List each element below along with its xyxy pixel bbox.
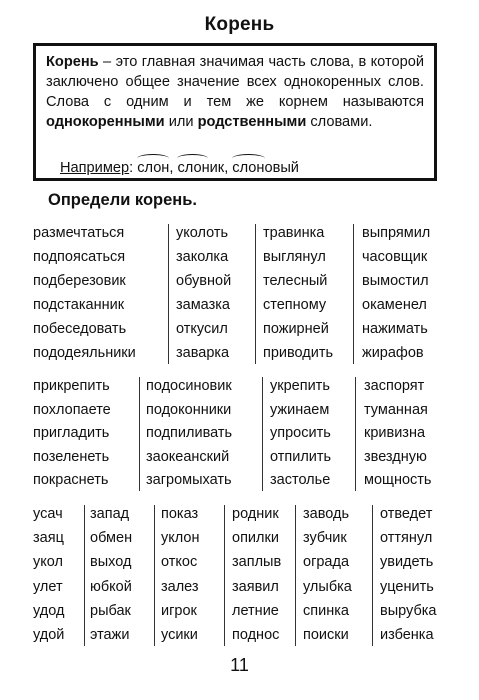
word-cell: улыбка [303, 578, 352, 595]
word-cell: размечтаться [33, 225, 125, 241]
word-cell: заводь [303, 506, 350, 522]
word-cell: рыбак [90, 602, 131, 619]
column-divider [84, 505, 85, 646]
word-cell: откос [161, 554, 198, 571]
word-cell: ограда [303, 554, 350, 571]
rule-text-part1: – это главная значимая часть слова, в которой заключено общее значение всех однокоренных слов. Слова с одним и тем же корнем называются [46, 54, 424, 110]
column-divider [262, 377, 263, 491]
word-cell: пододеяльники [33, 345, 136, 361]
word-cell: кривизна [364, 425, 426, 441]
word-cell: откусил [176, 321, 228, 337]
rule-text-part3: словами. [306, 114, 373, 130]
word-cell: показ [161, 506, 199, 522]
word-cell: отведет [380, 506, 433, 522]
example-sep: , [169, 160, 178, 176]
word-cell: заварка [176, 345, 230, 361]
word-cell: подпоясаться [33, 249, 126, 265]
word-cell: избенка [380, 627, 434, 643]
rule-box [33, 43, 437, 181]
column-divider [353, 224, 354, 364]
word-cell: уценить [380, 578, 434, 595]
column-divider [139, 377, 140, 491]
word-cell: заявил [232, 578, 279, 595]
word-cell: упросить [270, 425, 331, 441]
word-cell: замазка [176, 297, 230, 313]
word-cell: уколоть [176, 225, 229, 241]
word-cell: оттянул [380, 530, 433, 547]
word-cell: усики [161, 627, 198, 643]
word-cell: заяц [33, 530, 64, 547]
word-cell: часовщик [362, 249, 428, 265]
word-cell: туманная [364, 401, 428, 418]
word-cell: залез [161, 578, 199, 595]
word-cell: поиски [303, 627, 349, 643]
column-divider [154, 505, 155, 646]
page-number: 11 [230, 655, 249, 675]
word-cell: покраснеть [33, 472, 109, 488]
word-cell: выпрямил [362, 225, 431, 241]
word-cell: степному [263, 297, 327, 313]
word-cell: запад [90, 506, 130, 522]
column-divider [168, 224, 169, 364]
word-cell: жирафов [362, 345, 424, 361]
column-divider [295, 505, 296, 646]
example-word: слоновый [232, 160, 299, 176]
root-arc-mark [177, 154, 208, 163]
word-cell: загромыхать [146, 472, 232, 488]
word-cell: вырубка [380, 602, 437, 619]
word-cell: подоконники [146, 401, 232, 418]
word-cell: подпиливать [146, 425, 233, 441]
root-arc-mark [232, 154, 265, 163]
column-divider [255, 224, 256, 364]
word-cell: поднос [232, 627, 280, 643]
task-heading: Определи корень. [48, 191, 197, 209]
word-cell: юбкой [90, 578, 132, 595]
column-divider [224, 505, 225, 646]
word-cell: усач [33, 506, 63, 522]
word-cell: удод [33, 602, 65, 619]
word-cell: опилки [232, 530, 279, 547]
word-cell: нажимать [362, 321, 428, 337]
word-cell: укол [33, 554, 63, 571]
word-cell: вымостил [362, 273, 429, 289]
word-cell: подберезовик [33, 273, 126, 289]
word-cell: подосиновик [146, 378, 232, 394]
rule-bold-rodstvennye: родственными [197, 114, 307, 130]
word-cell: заплыв [232, 554, 282, 571]
word-cell: родник [232, 506, 279, 522]
rule-bold-odnokorennye: однокоренными [46, 114, 165, 130]
word-cell: летние [232, 602, 279, 619]
column-divider [372, 505, 373, 646]
word-cell: пригладить [33, 425, 110, 441]
root-arc-mark [137, 154, 169, 163]
example-sep: , [224, 160, 233, 176]
word-cell: отпилить [270, 448, 332, 465]
word-cell: уклон [161, 530, 200, 547]
word-cell: улет [33, 578, 63, 595]
example-word: слон [137, 160, 169, 176]
rule-text [46, 52, 424, 132]
word-cell: приводить [263, 345, 334, 361]
rule-term: Корень [46, 54, 99, 70]
word-cell: пожирней [263, 321, 329, 337]
word-cell: этажи [90, 627, 130, 643]
example-line [60, 158, 299, 178]
word-cell: телесный [263, 273, 328, 289]
word-cell: ужинаем [270, 401, 330, 418]
word-cell: заспорят [364, 378, 425, 394]
word-cell: укрепить [270, 378, 330, 394]
word-cell: выглянул [263, 249, 326, 265]
word-cell: игрок [161, 602, 197, 619]
example-word: слоник [177, 160, 224, 176]
word-cell: окаменел [362, 297, 427, 313]
word-cell: зубчик [303, 530, 347, 547]
word-cell: подстаканник [33, 297, 125, 313]
word-cell: звездную [364, 448, 427, 465]
word-cell: похлопаете [33, 401, 111, 418]
word-cell: спинка [303, 602, 349, 619]
example-colon: : [129, 160, 134, 176]
word-cell: застолье [270, 472, 331, 488]
word-cell: побеседовать [33, 321, 127, 337]
word-cell: обувной [176, 273, 232, 289]
example-label: Например [60, 160, 130, 176]
word-cell: позеленеть [33, 448, 110, 465]
word-cell: заколка [176, 249, 229, 265]
column-divider [355, 377, 356, 491]
word-cell: удой [33, 627, 65, 643]
word-cell: обмен [90, 530, 133, 547]
word-cell: прикрепить [33, 378, 110, 394]
rule-text-part2: или [164, 114, 198, 130]
page-title: Корень [204, 14, 275, 35]
word-cell: заокеанский [146, 448, 230, 465]
word-cell: травинка [263, 225, 325, 241]
word-cell: мощность [364, 472, 432, 488]
word-cell: выход [90, 554, 132, 571]
word-cell: увидеть [380, 554, 434, 571]
